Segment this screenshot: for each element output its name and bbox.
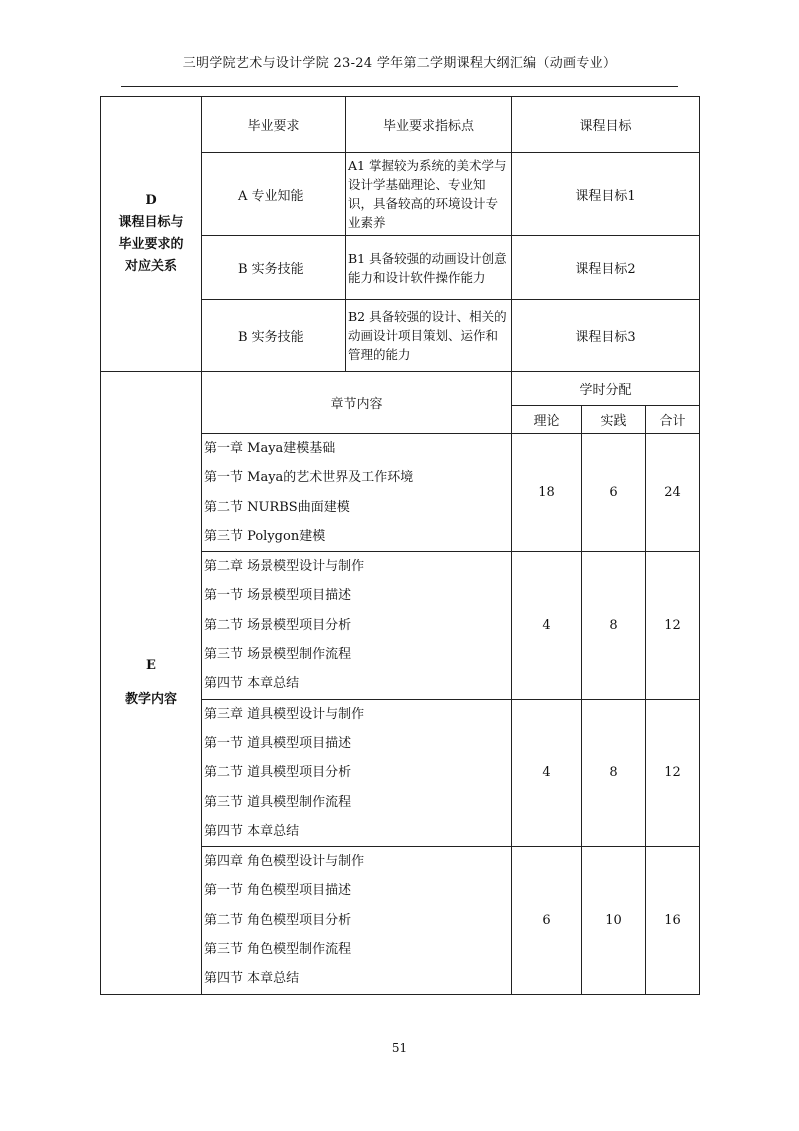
total-hours-cell: 24 xyxy=(646,434,700,552)
chapter-line: 第一节 场景模型项目描述 xyxy=(204,588,352,604)
chapter-content-cell xyxy=(202,552,512,699)
indicator-cell: B2 具备较强的设计、相关的动画设计项目策划、运作和管理的能力 xyxy=(346,300,512,372)
theory-hours-cell: 18 xyxy=(512,434,582,552)
total-hours-cell: 12 xyxy=(646,552,700,699)
chapter-line: 第一节 角色模型项目描述 xyxy=(204,883,352,899)
total-hours-cell: 12 xyxy=(646,699,700,846)
chapter-line: 第四节 本章总结 xyxy=(204,823,300,839)
goal-cell: 课程目标3 xyxy=(512,300,700,372)
chapter-line: 第二章 场景模型设计与制作 xyxy=(204,559,365,575)
practice-hours-cell: 6 xyxy=(582,434,646,552)
goal-cell: 课程目标1 xyxy=(512,153,700,236)
theory-hours-cell: 6 xyxy=(512,847,582,994)
chapter-line: 第一节 道具模型项目描述 xyxy=(204,735,352,751)
page-header: 三明学院艺术与设计学院 23-24 学年第二学期课程大纲汇编（动画专业） xyxy=(182,56,617,71)
requirement-cell: A 专业知能 xyxy=(202,153,346,236)
chapter-line: 第三节 Polygon建模 xyxy=(204,528,326,544)
chapter-content-cell xyxy=(202,847,512,994)
col-content-header: 章节内容 xyxy=(202,372,512,434)
section-e-code: E xyxy=(146,657,156,673)
header-rule xyxy=(121,86,678,87)
chapter-content-cell xyxy=(202,434,512,552)
chapter-line: 第三章 道具模型设计与制作 xyxy=(204,706,365,722)
col-practice-header: 实践 xyxy=(582,406,646,434)
total-hours-cell: 16 xyxy=(646,847,700,994)
goal-cell: 课程目标2 xyxy=(512,236,700,300)
col-goal-header: 课程目标 xyxy=(512,97,700,153)
practice-hours-cell: 8 xyxy=(582,552,646,699)
indicator-cell: A1 掌握较为系统的美术学与设计学基础理论、专业知识，具备较高的环境设计专业素养 xyxy=(346,153,512,236)
section-d-header-row xyxy=(101,97,700,153)
section-e-label xyxy=(101,372,202,995)
col-theory-header: 理论 xyxy=(512,406,582,434)
chapter-line: 第二节 道具模型项目分析 xyxy=(204,765,352,781)
section-e-header-row xyxy=(101,372,700,406)
chapter-line: 第二节 NURBS曲面建模 xyxy=(204,499,350,515)
chapter-line: 第三节 道具模型制作流程 xyxy=(204,794,352,810)
chapter-line: 第三节 角色模型制作流程 xyxy=(204,942,352,958)
chapter-line: 第二节 场景模型项目分析 xyxy=(204,617,352,633)
practice-hours-cell: 10 xyxy=(582,847,646,994)
requirement-cell: B 实务技能 xyxy=(202,236,346,300)
theory-hours-cell: 4 xyxy=(512,699,582,846)
chapter-line: 第四节 本章总结 xyxy=(204,676,300,692)
chapter-line: 第四节 本章总结 xyxy=(204,971,300,987)
col-hours-header: 学时分配 xyxy=(512,372,700,406)
chapter-content-cell xyxy=(202,699,512,846)
col-requirement-header: 毕业要求 xyxy=(202,97,346,153)
section-e-title: 教学内容 xyxy=(124,691,177,707)
requirement-cell: B 实务技能 xyxy=(202,300,346,372)
indicator-cell: B1 具备较强的动画设计创意能力和设计软件操作能力 xyxy=(346,236,512,300)
theory-hours-cell: 4 xyxy=(512,552,582,699)
section-d-title-line1: 课程目标与 xyxy=(118,215,184,230)
course-outline-table xyxy=(100,96,700,995)
section-d-title-line2: 毕业要求的 xyxy=(118,237,184,252)
chapter-line: 第四章 角色模型设计与制作 xyxy=(204,854,365,870)
section-d-label xyxy=(101,97,202,372)
chapter-line: 第二节 角色模型项目分析 xyxy=(204,912,352,928)
section-d-title-line3: 对应关系 xyxy=(124,259,177,274)
page-number: 51 xyxy=(391,1041,408,1055)
section-d-code: D xyxy=(145,193,157,208)
chapter-line: 第三节 场景模型制作流程 xyxy=(204,647,352,663)
col-total-header: 合计 xyxy=(646,406,700,434)
col-indicator-header: 毕业要求指标点 xyxy=(346,97,512,153)
chapter-line: 第一节 Maya的艺术世界及工作环境 xyxy=(204,470,414,486)
chapter-line: 第一章 Maya建模基础 xyxy=(204,441,336,456)
practice-hours-cell: 8 xyxy=(582,699,646,846)
